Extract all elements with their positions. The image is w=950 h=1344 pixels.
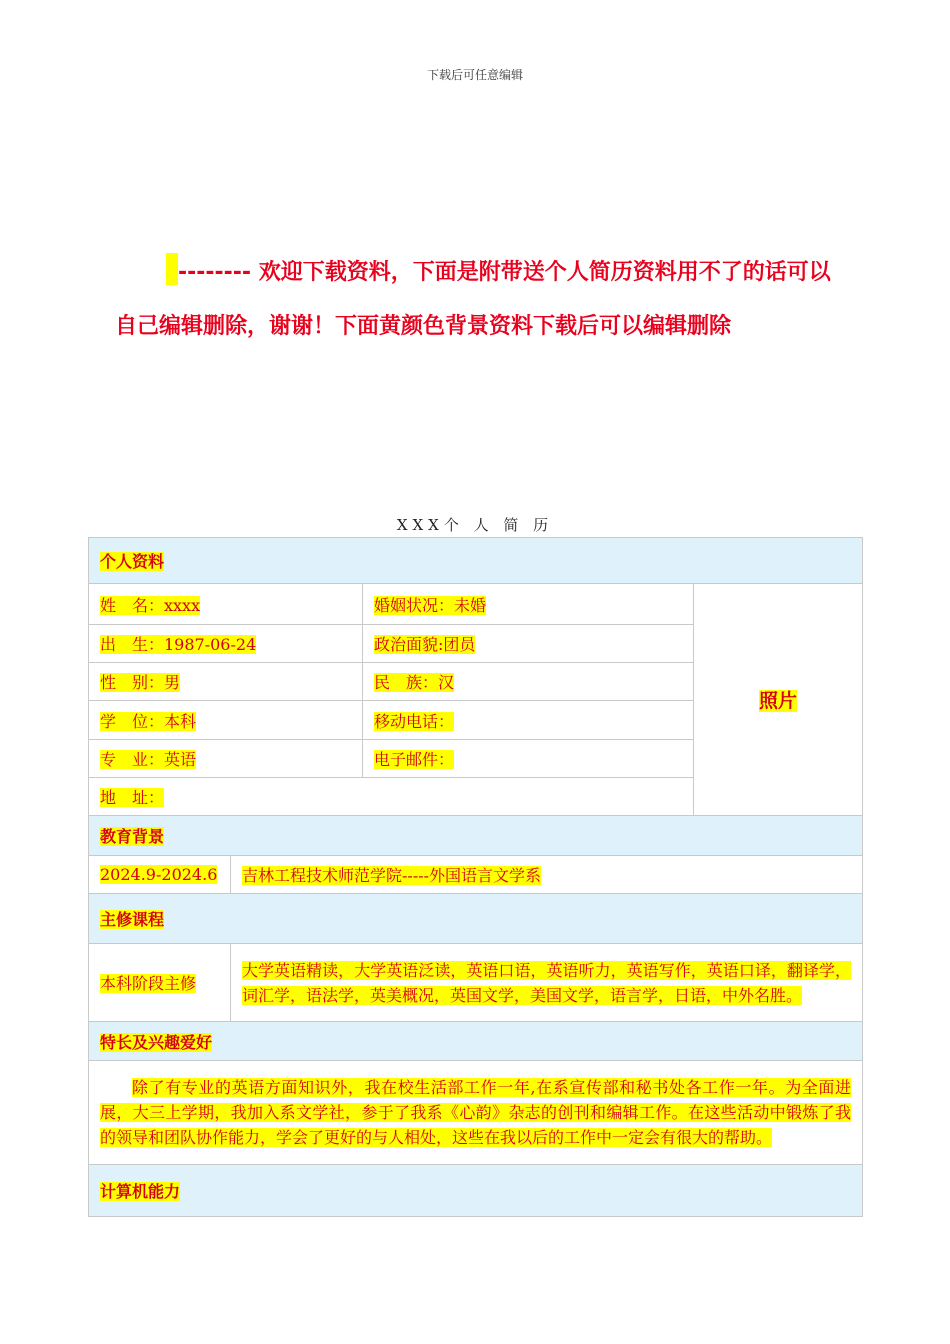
- section-courses: 主修课程: [89, 894, 863, 944]
- education-period: 2024.9-2024.6: [89, 856, 231, 894]
- field-birth: 出 生：1987-06-24: [89, 625, 363, 663]
- field-address: 地 址：: [89, 778, 694, 816]
- field-mobile: 移动电话：: [363, 701, 694, 740]
- education-school: 吉林工程技术师范学院-----外国语言文学系: [231, 856, 863, 894]
- field-major: 专 业：英语: [89, 740, 363, 778]
- field-gender: 性 别：男: [89, 663, 363, 701]
- notice-text: 欢迎下载资料，下面是附带送个人简历资料用不了的话可以自己编辑删除，谢谢！下面黄颜色背景资料下载后可以编辑删除: [115, 260, 831, 339]
- section-personal: 个人资料: [89, 538, 863, 584]
- resume-title: XXX个 人 简 历: [396, 516, 554, 534]
- download-notice: [115, 246, 835, 354]
- field-email: 电子邮件：: [363, 740, 694, 778]
- photo-placeholder: 照片: [694, 584, 863, 816]
- field-ethnicity: 民 族：汉: [363, 663, 694, 701]
- section-hobbies: 特长及兴趣爱好: [89, 1022, 863, 1061]
- hobbies-text: 除了有专业的英语方面知识外，我在校生活部工作一年,在系宣传部和秘书处各工作一年。为全面进展，大三上学期，我加入系文学社，参于了我系《心韵》杂志的创刊和编辑工作。在这些活动中锻炼了我的领导和团队协作能力，学会了更好的与人相处，这些在我以后的工作中一定会有很大的帮助。: [89, 1061, 863, 1165]
- resume-table: [88, 537, 863, 1217]
- field-name: 姓 名：xxxx: [89, 584, 363, 625]
- page-header: 下载后可任意编辑: [426, 68, 523, 82]
- notice-dashes: --------: [178, 260, 252, 285]
- highlight-marker: [166, 253, 178, 285]
- section-education: 教育背景: [89, 816, 863, 856]
- field-marital: 婚姻状况：未婚: [363, 584, 694, 625]
- courses-label: 本科阶段主修: [89, 944, 231, 1022]
- courses-list: 大学英语精读，大学英语泛读，英语口语，英语听力，英语写作，英语口译，翻译学，词汇学，语法学，英美概况，英国文学，美国文学，语言学，日语，中外名胜。: [231, 944, 863, 1022]
- field-degree: 学 位：本科: [89, 701, 363, 740]
- section-computer: 计算机能力: [89, 1165, 863, 1217]
- field-political: 政治面貌:团员: [363, 625, 694, 663]
